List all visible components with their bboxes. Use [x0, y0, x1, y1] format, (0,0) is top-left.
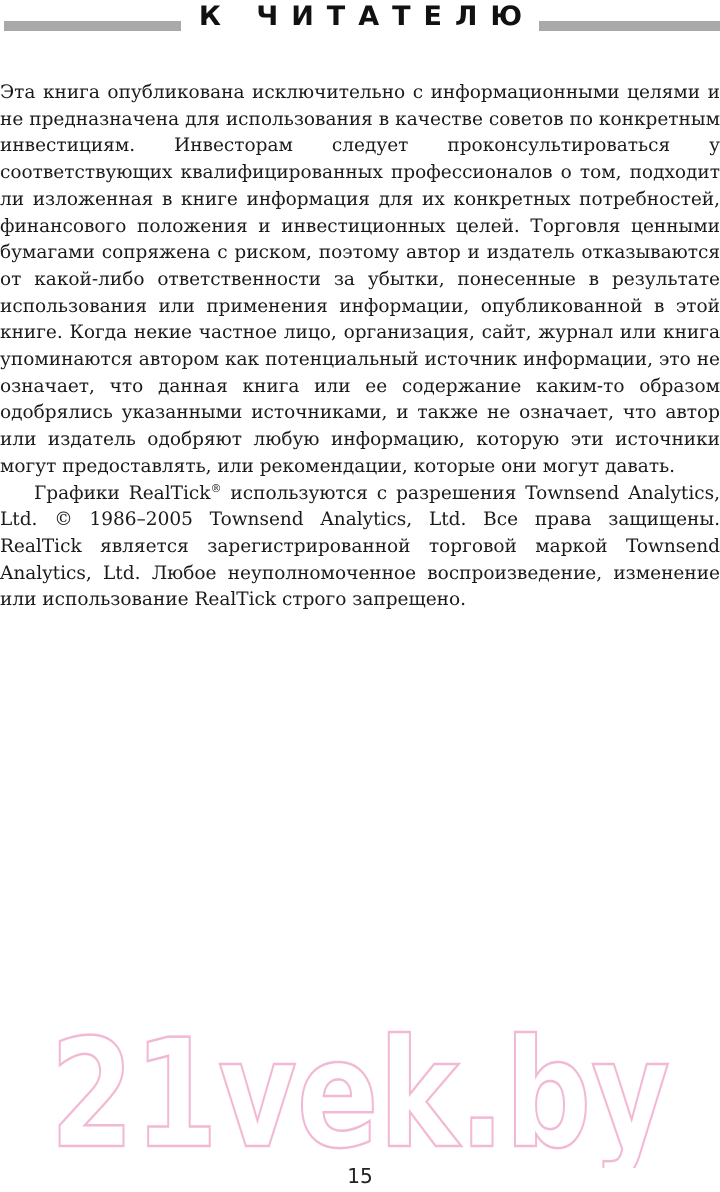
- watermark-text: 21vek.by: [50, 1028, 670, 1168]
- page-body: [0, 80, 720, 614]
- trademark-paragraph: [0, 481, 720, 615]
- chapter-title: К ЧИТАТЕЛЮ: [181, 0, 539, 34]
- page-number: 15: [347, 1164, 373, 1188]
- trademark-paragraph-start: Графики RealTick: [34, 482, 211, 504]
- disclaimer-paragraph: Эта книга опубликована исключительно с информационными целями и не предназначена для использования в качестве советов по конкретным инвестициям. Инвесторам следует проконсультироваться у соответствующих квалифицированных профессионалов о том, подходит ли изложенная в книге информация для их конкретных потребностей, финансового положения и инвестиционных целей. Торговля ценными бумагами сопряжена с риском, поэтому автор и издатель отказываются от какой-либо ответственности за убытки, понесенные в результате использования или применения информации, опубликованной в этой книге. Когда некие частное лицо, организация, сайт, журнал или книга упоминаются автором как потенциальный источник информации, это не означает, что данная книга или ее содержание каким-то образом одобрялись указанными источниками, и также не означает, что автор или издатель одобряют любую информацию, которую эти источники могут предоставлять, или рекомендации, которые они могут давать.: [0, 82, 720, 477]
- chapter-header: [0, 0, 720, 34]
- watermark-logo: [40, 1028, 680, 1168]
- chapter-title-wrap: [0, 0, 720, 34]
- registered-mark: ®: [210, 481, 222, 495]
- trademark-paragraph-rest: используются с разрешения Townsend Analytics, Ltd. © 1986–2005 Townsend Analytics, Ltd. Все права защищены. RealTick является зарегистрированной торговой маркой Townsend Analytics, Ltd. Любое неуполномоченное воспроизведение, изменение или использование RealTick строго запрещено.: [0, 482, 720, 611]
- watermark: [40, 1028, 680, 1168]
